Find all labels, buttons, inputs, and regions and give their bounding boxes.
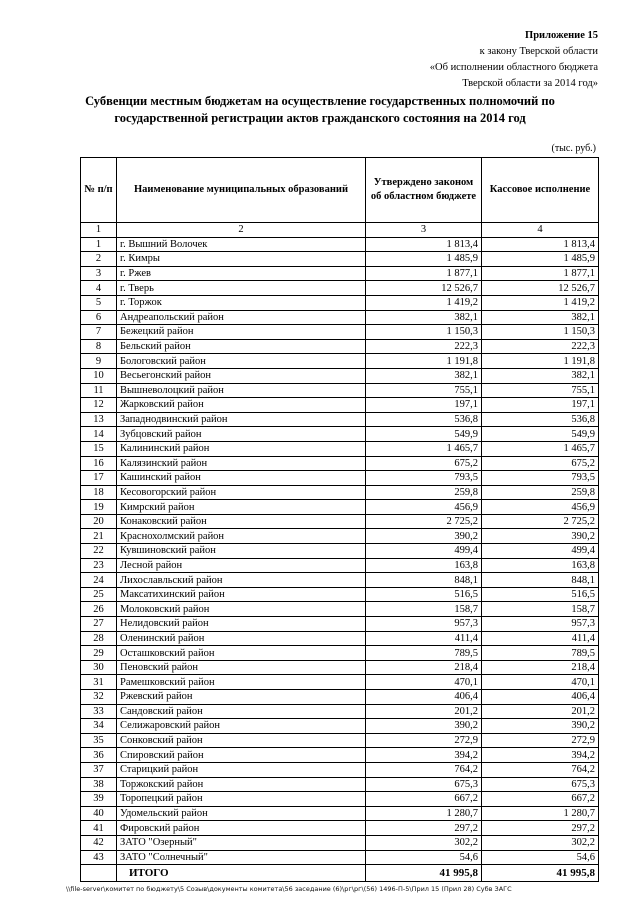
table-row	[81, 835, 599, 850]
table-row	[81, 339, 599, 354]
row-cash: 1 191,8	[482, 354, 599, 369]
table-row	[81, 587, 599, 602]
table-row	[81, 281, 599, 296]
row-cash: 218,4	[482, 660, 599, 675]
row-cash: 12 526,7	[482, 281, 599, 296]
row-name: Калининский район	[117, 441, 366, 456]
header-name: Наименование муниципальных образований	[117, 158, 366, 223]
table-row	[81, 383, 599, 398]
row-cash: 764,2	[482, 762, 599, 777]
table-row	[81, 471, 599, 486]
row-name: Западнодвинский район	[117, 412, 366, 427]
row-cash: 382,1	[482, 368, 599, 383]
row-number: 35	[81, 733, 117, 748]
row-cash: 1 813,4	[482, 237, 599, 252]
row-cash: 456,9	[482, 500, 599, 515]
appendix-header	[298, 28, 598, 92]
row-cash: 201,2	[482, 704, 599, 719]
row-approved: 197,1	[366, 398, 482, 413]
row-number: 40	[81, 806, 117, 821]
table-row	[81, 354, 599, 369]
row-cash: 197,1	[482, 398, 599, 413]
row-name: Кашинский район	[117, 471, 366, 486]
row-name: Максатихинский район	[117, 587, 366, 602]
table-row	[81, 675, 599, 690]
row-name: Зубцовский район	[117, 427, 366, 442]
table-row	[81, 660, 599, 675]
column-number: 3	[366, 223, 482, 238]
row-name: Жарковский район	[117, 398, 366, 413]
row-number: 33	[81, 704, 117, 719]
row-name: Селижаровский район	[117, 719, 366, 734]
row-name: Краснохолмский район	[117, 529, 366, 544]
total-row	[81, 865, 599, 882]
row-approved: 222,3	[366, 339, 482, 354]
row-name: ЗАТО "Солнечный"	[117, 850, 366, 865]
row-number: 39	[81, 792, 117, 807]
table-row	[81, 777, 599, 792]
column-number: 4	[482, 223, 599, 238]
row-approved: 390,2	[366, 719, 482, 734]
row-approved: 158,7	[366, 602, 482, 617]
row-approved: 12 526,7	[366, 281, 482, 296]
row-cash: 382,1	[482, 310, 599, 325]
row-approved: 2 725,2	[366, 514, 482, 529]
row-approved: 1 419,2	[366, 295, 482, 310]
table-row	[81, 485, 599, 500]
row-number: 30	[81, 660, 117, 675]
header-num: № п/п	[81, 158, 117, 223]
row-number: 9	[81, 354, 117, 369]
row-approved: 394,2	[366, 748, 482, 763]
row-number: 24	[81, 573, 117, 588]
row-approved: 302,2	[366, 835, 482, 850]
table-row	[81, 325, 599, 340]
row-name: Кесовогорский район	[117, 485, 366, 500]
row-name: Торжокский район	[117, 777, 366, 792]
table-row	[81, 441, 599, 456]
table-row	[81, 602, 599, 617]
appendix-law-year: Тверской области за 2014 год»	[462, 78, 598, 89]
row-number: 3	[81, 266, 117, 281]
row-cash: 675,2	[482, 456, 599, 471]
row-name: Лесной район	[117, 558, 366, 573]
row-name: Лихославльский район	[117, 573, 366, 588]
row-approved: 675,2	[366, 456, 482, 471]
row-number: 26	[81, 602, 117, 617]
row-number: 2	[81, 252, 117, 267]
row-cash: 536,8	[482, 412, 599, 427]
row-number: 20	[81, 514, 117, 529]
row-number: 14	[81, 427, 117, 442]
table-row	[81, 617, 599, 632]
row-number: 16	[81, 456, 117, 471]
row-cash: 390,2	[482, 529, 599, 544]
row-approved: 793,5	[366, 471, 482, 486]
row-name: Осташковский район	[117, 646, 366, 661]
row-name: Молоковский район	[117, 602, 366, 617]
table-row	[81, 398, 599, 413]
table-row	[81, 573, 599, 588]
row-cash: 259,8	[482, 485, 599, 500]
row-number: 13	[81, 412, 117, 427]
column-number: 2	[117, 223, 366, 238]
table-row	[81, 821, 599, 836]
row-cash: 1 877,1	[482, 266, 599, 281]
row-cash: 1 280,7	[482, 806, 599, 821]
header-approved: Утверждено законом об областном бюджете	[366, 158, 482, 223]
row-number: 37	[81, 762, 117, 777]
appendix-number: Приложение 15	[525, 30, 598, 41]
table-row	[81, 733, 599, 748]
table-row	[81, 427, 599, 442]
total-label: ИТОГО	[117, 865, 366, 882]
column-numbers-row	[81, 223, 599, 238]
row-name: Кимрский район	[117, 500, 366, 515]
row-name: г. Ржев	[117, 266, 366, 281]
row-name: Нелидовский район	[117, 617, 366, 632]
table-header-row	[81, 158, 599, 223]
appendix-law-ref: к закону Тверской области	[479, 46, 598, 57]
row-approved: 1 150,3	[366, 325, 482, 340]
row-number: 11	[81, 383, 117, 398]
row-cash: 302,2	[482, 835, 599, 850]
row-approved: 848,1	[366, 573, 482, 588]
row-cash: 470,1	[482, 675, 599, 690]
row-name: Вышневолоцкий район	[117, 383, 366, 398]
row-approved: 1 485,9	[366, 252, 482, 267]
row-approved: 764,2	[366, 762, 482, 777]
row-number: 21	[81, 529, 117, 544]
row-name: г. Вышний Волочек	[117, 237, 366, 252]
row-number: 1	[81, 237, 117, 252]
table-row	[81, 368, 599, 383]
row-number: 43	[81, 850, 117, 865]
row-cash: 549,9	[482, 427, 599, 442]
row-name: Рамешковский район	[117, 675, 366, 690]
table-row	[81, 704, 599, 719]
table-row	[81, 646, 599, 661]
row-number: 12	[81, 398, 117, 413]
row-approved: 536,8	[366, 412, 482, 427]
row-number: 15	[81, 441, 117, 456]
row-cash: 406,4	[482, 690, 599, 705]
row-number: 29	[81, 646, 117, 661]
table-row	[81, 806, 599, 821]
row-approved: 957,3	[366, 617, 482, 632]
row-name: г. Кимры	[117, 252, 366, 267]
row-approved: 1 813,4	[366, 237, 482, 252]
row-number: 36	[81, 748, 117, 763]
row-cash: 394,2	[482, 748, 599, 763]
appendix-law-name: «Об исполнении областного бюджета	[429, 62, 598, 73]
title-line-1: Субвенции местным бюджетам на осуществление государственных полномочий по	[85, 94, 555, 108]
units-label: (тыс. руб.)	[551, 143, 596, 154]
total-cash: 41 995,8	[482, 865, 599, 882]
row-name: Старицкий район	[117, 762, 366, 777]
row-name: Бельский район	[117, 339, 366, 354]
row-name: Оленинский район	[117, 631, 366, 646]
table-body	[81, 223, 599, 882]
table-row	[81, 295, 599, 310]
row-cash: 516,5	[482, 587, 599, 602]
table-row	[81, 310, 599, 325]
row-number: 7	[81, 325, 117, 340]
table-row	[81, 748, 599, 763]
row-cash: 163,8	[482, 558, 599, 573]
title-line-2: государственной регистрации актов гражданского состояния на 2014 год	[114, 111, 526, 125]
row-cash: 789,5	[482, 646, 599, 661]
row-approved: 549,9	[366, 427, 482, 442]
row-approved: 411,4	[366, 631, 482, 646]
row-approved: 163,8	[366, 558, 482, 573]
row-cash: 272,9	[482, 733, 599, 748]
table-row	[81, 514, 599, 529]
row-approved: 54,6	[366, 850, 482, 865]
row-name: Сандовский район	[117, 704, 366, 719]
table-row	[81, 266, 599, 281]
row-approved: 297,2	[366, 821, 482, 836]
row-number: 34	[81, 719, 117, 734]
subventions-table	[80, 157, 599, 882]
row-number: 10	[81, 368, 117, 383]
table-row	[81, 544, 599, 559]
table-row	[81, 500, 599, 515]
total-num-cell	[81, 865, 117, 882]
row-cash: 1 150,3	[482, 325, 599, 340]
row-cash: 390,2	[482, 719, 599, 734]
row-approved: 218,4	[366, 660, 482, 675]
row-number: 31	[81, 675, 117, 690]
row-number: 8	[81, 339, 117, 354]
row-number: 41	[81, 821, 117, 836]
table-row	[81, 252, 599, 267]
row-number: 25	[81, 587, 117, 602]
table-row	[81, 762, 599, 777]
row-number: 38	[81, 777, 117, 792]
row-name: Кувшиновский район	[117, 544, 366, 559]
row-name: Конаковский район	[117, 514, 366, 529]
row-name: Пеновский район	[117, 660, 366, 675]
row-cash: 499,4	[482, 544, 599, 559]
row-number: 27	[81, 617, 117, 632]
row-approved: 406,4	[366, 690, 482, 705]
table-row	[81, 850, 599, 865]
row-approved: 516,5	[366, 587, 482, 602]
row-approved: 755,1	[366, 383, 482, 398]
row-name: Фировский район	[117, 821, 366, 836]
row-approved: 1 191,8	[366, 354, 482, 369]
table-row	[81, 237, 599, 252]
row-approved: 1 280,7	[366, 806, 482, 821]
row-number: 19	[81, 500, 117, 515]
row-name: Сонковский район	[117, 733, 366, 748]
row-number: 22	[81, 544, 117, 559]
column-number: 1	[81, 223, 117, 238]
row-name: Торопецкий район	[117, 792, 366, 807]
row-approved: 201,2	[366, 704, 482, 719]
row-number: 17	[81, 471, 117, 486]
table-row	[81, 719, 599, 734]
file-path-footer: \\file-server\комитет по бюджету\5 Созыв\документы комитета\56 заседание (6)\рг\рг\(56) 1496-П-5\Прил 15 (Прил 28) Субв ЗАГС	[66, 885, 512, 893]
row-name: Бежецкий район	[117, 325, 366, 340]
table-row	[81, 558, 599, 573]
document-title	[80, 93, 560, 127]
table-row	[81, 412, 599, 427]
row-approved: 789,5	[366, 646, 482, 661]
row-approved: 499,4	[366, 544, 482, 559]
row-name: Ржевский район	[117, 690, 366, 705]
row-name: Весьегонский район	[117, 368, 366, 383]
header-cash: Кассовое исполнение	[482, 158, 599, 223]
row-cash: 411,4	[482, 631, 599, 646]
row-cash: 1 419,2	[482, 295, 599, 310]
row-name: Удомельский район	[117, 806, 366, 821]
row-cash: 54,6	[482, 850, 599, 865]
row-cash: 848,1	[482, 573, 599, 588]
row-approved: 667,2	[366, 792, 482, 807]
row-approved: 470,1	[366, 675, 482, 690]
row-cash: 1 485,9	[482, 252, 599, 267]
row-approved: 390,2	[366, 529, 482, 544]
row-number: 6	[81, 310, 117, 325]
row-name: Андреапольский район	[117, 310, 366, 325]
total-approved: 41 995,8	[366, 865, 482, 882]
table-row	[81, 690, 599, 705]
row-number: 42	[81, 835, 117, 850]
row-approved: 382,1	[366, 310, 482, 325]
row-cash: 755,1	[482, 383, 599, 398]
row-number: 18	[81, 485, 117, 500]
row-cash: 2 725,2	[482, 514, 599, 529]
row-number: 28	[81, 631, 117, 646]
row-cash: 158,7	[482, 602, 599, 617]
row-approved: 382,1	[366, 368, 482, 383]
row-approved: 1 465,7	[366, 441, 482, 456]
row-cash: 793,5	[482, 471, 599, 486]
table-row	[81, 631, 599, 646]
row-name: г. Торжок	[117, 295, 366, 310]
row-cash: 297,2	[482, 821, 599, 836]
row-approved: 456,9	[366, 500, 482, 515]
row-cash: 222,3	[482, 339, 599, 354]
row-name: ЗАТО "Озерный"	[117, 835, 366, 850]
row-approved: 272,9	[366, 733, 482, 748]
row-cash: 675,3	[482, 777, 599, 792]
row-number: 5	[81, 295, 117, 310]
row-number: 32	[81, 690, 117, 705]
row-name: Спировский район	[117, 748, 366, 763]
row-name: Бологовский район	[117, 354, 366, 369]
row-cash: 1 465,7	[482, 441, 599, 456]
row-approved: 1 877,1	[366, 266, 482, 281]
table-row	[81, 456, 599, 471]
table-row	[81, 792, 599, 807]
row-name: г. Тверь	[117, 281, 366, 296]
row-number: 4	[81, 281, 117, 296]
table-row	[81, 529, 599, 544]
row-approved: 259,8	[366, 485, 482, 500]
row-cash: 957,3	[482, 617, 599, 632]
row-approved: 675,3	[366, 777, 482, 792]
row-cash: 667,2	[482, 792, 599, 807]
row-number: 23	[81, 558, 117, 573]
row-name: Калязинский район	[117, 456, 366, 471]
